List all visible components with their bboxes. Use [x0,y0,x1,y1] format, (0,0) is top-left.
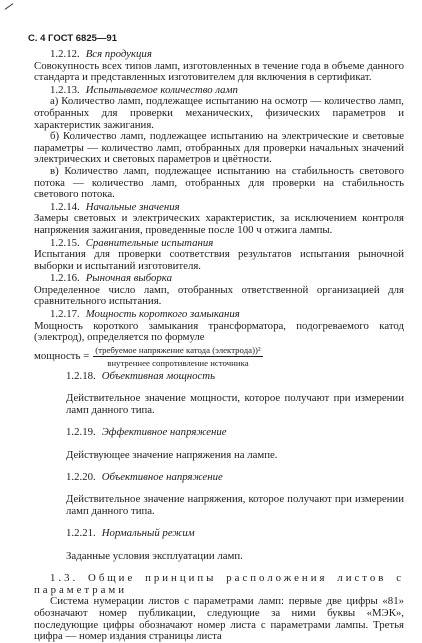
section-title: Объективное напряжение [101,471,223,483]
section-text-1-2-14: Замеры световых и электрических характеристик, за исключением контроля напряжения зажигания, проведенные после 100 ч отжига лампы. [34,212,404,236]
page-header: С. 4 ГОСТ 6825—91 [28,33,117,44]
item-b: б) Количество ламп, подлежащее испытанию на электрические и световые параметры — количество ламп, отобранных для проверки начальных значений электрических и световых параметров и цвётности. [34,130,404,166]
section-title: Эффективное напряжение [101,426,227,439]
section-text-1-2-20: Действительное значение напряжения, которое получают при измерении ламп данного типа. [66,493,404,517]
formula-fraction [93,345,262,368]
section-heading-1-2-18 [34,371,404,383]
section-heading-1-2-12 [34,49,404,61]
section-title: Испытываемое количество ламп [85,83,238,96]
section-text-1-2-16: Определенное число ламп, отобранных ответственной организацией для сравнительного испытания. [34,283,404,308]
section-number: 1.2.12. [50,48,80,60]
corner-mark [5,3,14,10]
section-text-1-2-18: Действительное значение мощности, которое получают при измерении ламп данного типа. [66,392,404,416]
section-title: Вся продукция [85,48,152,60]
section-text-1-2-17: Мощность короткого замыкания трансформатора, подогреваемого катод (электрод), определяется по формуле [34,319,404,344]
section-title: Мощность короткого замыкания [85,308,240,321]
formula-denominator: внутреннее сопротивление источника [107,357,249,368]
section-text-1-2-19: Действующее значение напряжения на лампе. [66,448,278,461]
section-heading-1-3: 1.3. Общие принципы расположения листов с параметрами [34,572,404,596]
section-text-1-2-15: Испытания для проверки соответствия результатов испытания рыночной выборки и испытаний изготовителя. [34,248,404,272]
section-heading-1-2-20 [34,472,404,484]
section-heading-1-2-21 [34,528,404,540]
section-title: Сравнительные испытания [85,236,214,249]
section-heading-1-2-19 [34,427,404,439]
section-title: Рыночная выборка [85,272,172,285]
formula-lhs: мощность = [34,349,90,362]
section-number: 1.2.13. [50,83,80,96]
item-a: а) Количество ламп, подлежащее испытанию на осмотр — количество ламп, отобранных для проверки механических, физических параметров и характеристик зажигания. [34,95,404,131]
section-number: 1.2.19. [66,426,96,439]
section-text-1-2-12: Совокупность всех типов ламп, изготовленных в течение года в объеме данного стандарта и представленных изготовителем для включения в сертификат. [34,59,404,84]
section-number: 1.2.17. [50,308,80,321]
power-formula [34,345,404,368]
section-title: Начальные значения [85,200,180,213]
document-body [34,48,404,643]
formula-numerator: (требуемое напряжение катода (электрода))² [95,344,261,355]
section-number: 1.2.14. [50,200,80,213]
item-v: в) Количество ламп, подлежащее испытанию на стабильность светового потока — количество ламп, отобранных для проверки на стабильность светового потока. [34,164,404,201]
section-number: 1.2.18. [66,369,96,382]
section-title: Нормальный режим [101,527,195,540]
section-number: 1.2.16. [50,272,80,285]
section-number: 1.2.20. [66,471,96,483]
section-title: Объективная мощность [101,369,216,382]
section-number: 1.2.21. [66,527,96,540]
section-heading-1-2-17 [34,309,404,321]
section-text-1-2-21: Заданные условия эксплуатации ламп. [66,549,243,562]
section-number: 1.2.15. [50,236,80,249]
section-text-1-3: Система нумерации листов с параметрами ламп: первые две цифры «81» обозначают номер публикации, следующие за ними буквы «МЭК», последующие цифры обозначают номер листа с параметрами лампы. Третья цифра — номер издания страницы листа [34,595,404,643]
